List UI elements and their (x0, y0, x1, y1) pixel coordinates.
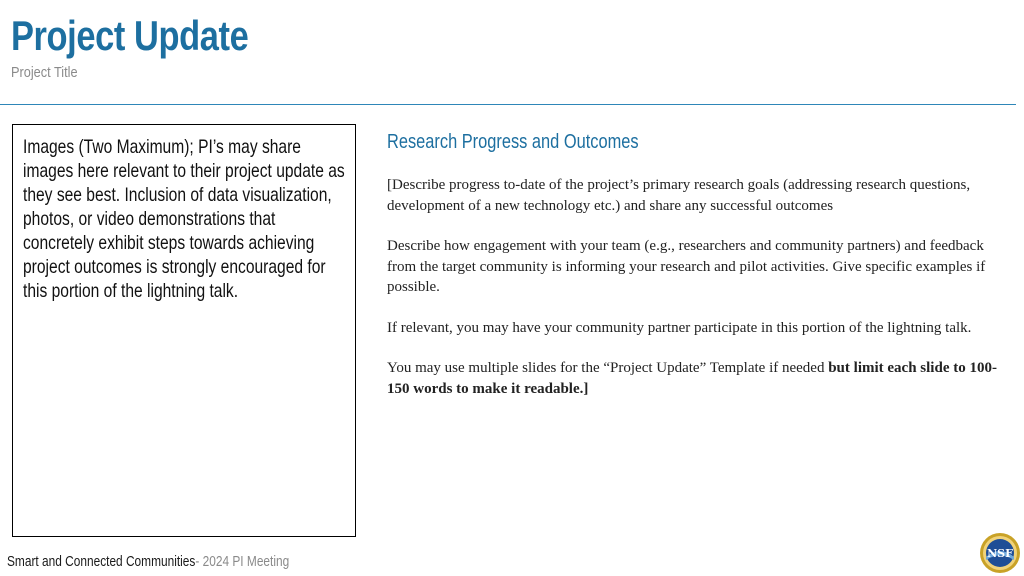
footer (7, 553, 289, 571)
paragraph-community-partner: If relevant, you may have your community partner participate in this portion of the lightning talk. (387, 319, 972, 336)
nsf-logo-text: NSF (987, 547, 1013, 560)
image-placeholder-box (12, 124, 356, 537)
body-text (387, 175, 1007, 419)
paragraph-multiple-slides-bold: but limit each slide to 100-150 words to make it readable.] (387, 360, 997, 397)
footer-event: - 2024 PI Meeting (195, 554, 290, 570)
paragraph-multiple-slides (387, 358, 1007, 399)
header-divider (0, 104, 1016, 105)
paragraph-multiple-slides-regular: You may use multiple slides for the “Project Update” Template if needed (387, 360, 829, 376)
footer-organization: Smart and Connected Communities (7, 554, 196, 570)
section-heading: Research Progress and Outcomes (387, 131, 639, 153)
project-title-subtitle: Project Title (11, 64, 78, 81)
nsf-logo (979, 532, 1021, 574)
image-placeholder-instructions: Images (Two Maximum); PI’s may share images here relevant to their project update as they see best. Inclusion of data visualization, photos, or video demonstrations that concretely exhibit steps towards achieving project outcomes is strongly encouraged for this portion of the lightning talk. (23, 136, 345, 302)
slide-title: Project Update (11, 12, 249, 59)
paragraph-engagement: Describe how engagement with your team (e.g., researchers and community partners) and feedback from the target community is informing your research and pilot activities. Give specific examples if possible. (387, 238, 986, 295)
paragraph-progress: [Describe progress to-date of the project’s primary research goals (addressing research questions, development of a new technology etc.) and share any successful outcomes (387, 177, 971, 214)
